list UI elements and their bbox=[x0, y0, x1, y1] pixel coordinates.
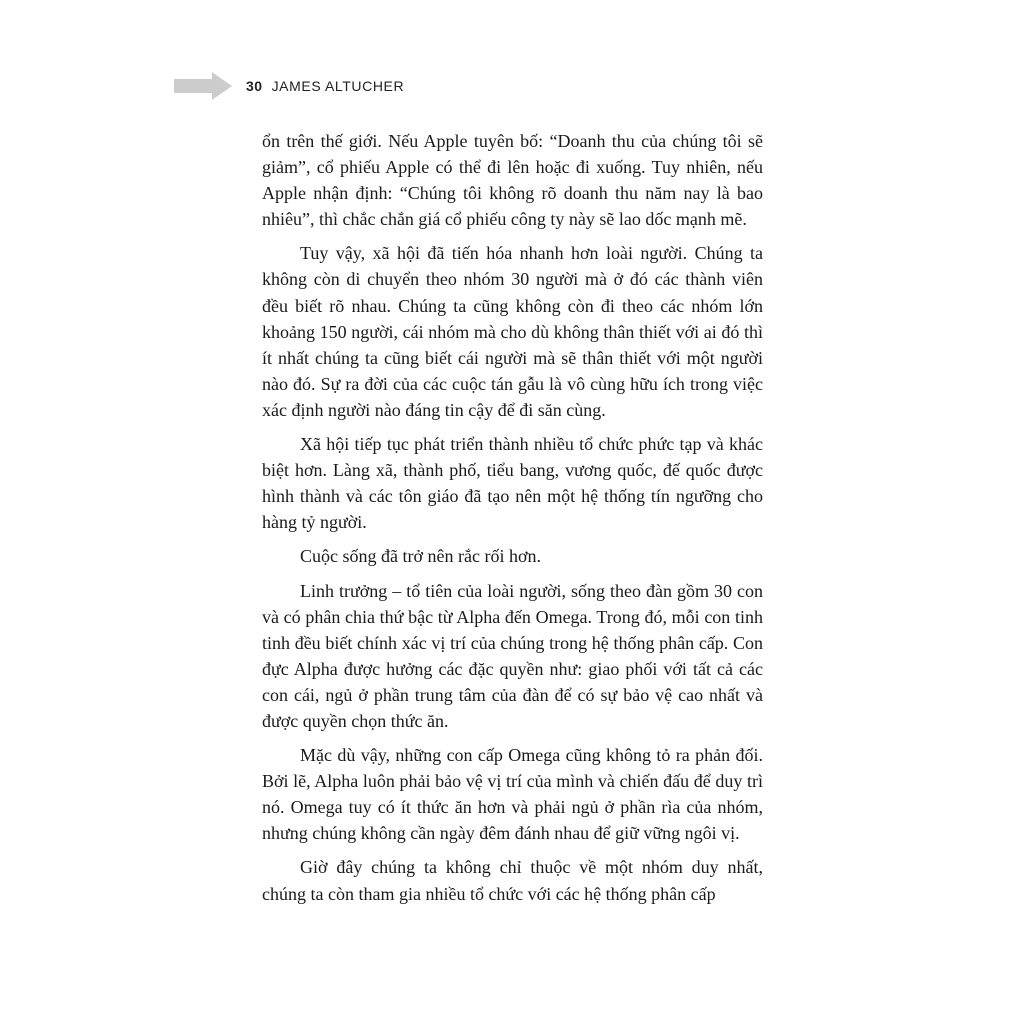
paragraph: ổn trên thế giới. Nếu Apple tuyên bố: “Doanh thu của chúng tôi sẽ giảm”, cổ phiếu Apple có thể đi lên hoặc đi xuống. Tuy nhiên, nếu Apple nhận định: “Chúng tôi không rõ doanh thu năm nay là bao nhiêu”, thì chắc chắn giá cổ phiếu công ty này sẽ lao dốc mạnh mẽ. bbox=[262, 131, 763, 230]
page-number: 30 bbox=[246, 78, 263, 94]
right-arrow-icon bbox=[174, 72, 232, 100]
running-head: JAMES ALTUCHER bbox=[271, 78, 405, 94]
paragraph: Giờ đây chúng ta không chỉ thuộc về một nhóm duy nhất, chúng ta còn tham gia nhiều tổ chức với các hệ thống phân cấp bbox=[262, 857, 763, 904]
body-text bbox=[262, 128, 763, 915]
paragraph: Xã hội tiếp tục phát triển thành nhiều tổ chức phức tạp và khác biệt hơn. Làng xã, thành phố, tiểu bang, vương quốc, đế quốc được hình thành và các tôn giáo đã tạo nên một hệ thống tín ngưỡng cho hàng tỷ người. bbox=[262, 434, 763, 533]
page-header bbox=[174, 72, 404, 100]
paragraph: Tuy vậy, xã hội đã tiến hóa nhanh hơn loài người. Chúng ta không còn di chuyển theo nhóm 30 người mà ở đó các thành viên đều biết rõ nhau. Chúng ta cũng không còn đi theo các nhóm lớn khoảng 150 người, cái nhóm mà cho dù không thân thiết với ai đó thì ít nhất chúng ta cũng biết cái người mà sẽ thân thiết với một người nào đó. Sự ra đời của các cuộc tán gẫu là vô cùng hữu ích trong việc xác định người nào đáng tin cậy để đi săn cùng. bbox=[262, 243, 763, 420]
paragraph: Linh trưởng – tổ tiên của loài người, sống theo đàn gồm 30 con và có phân chia thứ bậc từ Alpha đến Omega. Trong đó, mỗi con tinh tinh đều biết chính xác vị trí của chúng trong hệ thống phân cấp. Con đực Alpha được hưởng các đặc quyền như: giao phối với tất cả các con cái, ngủ ở phần trung tâm của đàn để có sự bảo vệ cao nhất và được quyền chọn thức ăn. bbox=[262, 580, 763, 731]
arrow-shape bbox=[174, 72, 232, 100]
paragraph: Cuộc sống đã trở nên rắc rối hơn. bbox=[300, 546, 541, 567]
paragraph: Mặc dù vậy, những con cấp Omega cũng không tỏ ra phản đối. Bởi lẽ, Alpha luôn phải bảo vệ vị trí của mình và chiến đấu để duy trì nó. Omega tuy có ít thức ăn hơn và phải ngủ ở phần rìa của nhóm, nhưng chúng không cần ngày đêm đánh nhau để giữ vững ngôi vị. bbox=[262, 745, 763, 844]
